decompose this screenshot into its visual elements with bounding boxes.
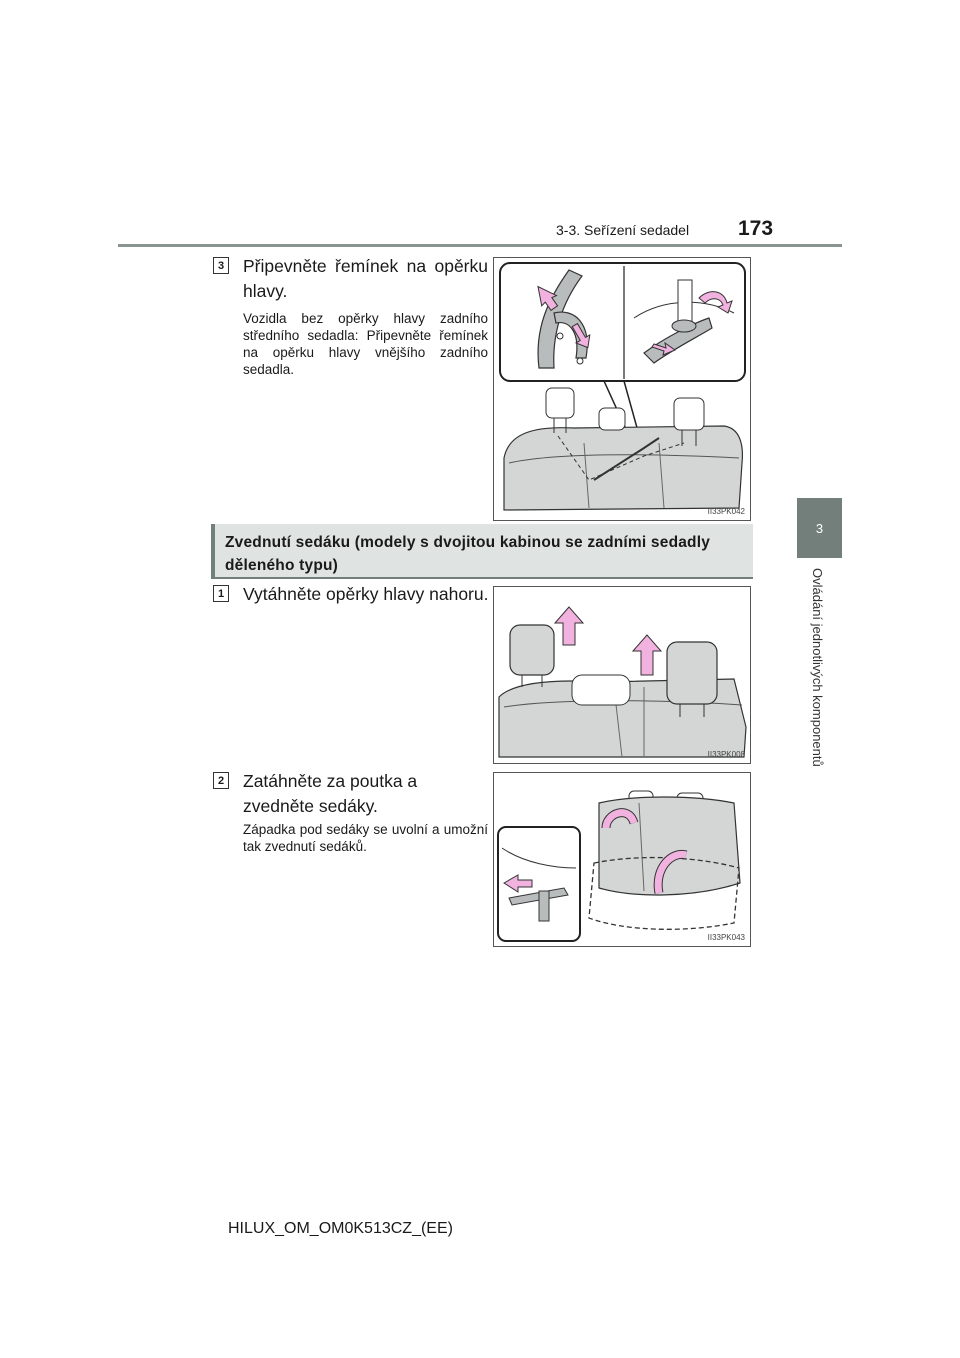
step-title: Zatáhněte za poutka a zvedněte sedáky. — [243, 771, 418, 816]
figure-headrest-strap — [493, 257, 751, 521]
header-section: 3-3. Seřízení sedadel — [556, 222, 690, 238]
step-note: Vozidla bez opěrky hlavy zadního středního sedadla: Připevněte řemínek na opěrku hlavy vnějšího zadního sedadla. — [243, 311, 488, 377]
figure-lift-cushions — [493, 772, 751, 947]
page-number: 173 — [738, 217, 774, 240]
figure-code: II33PK043 — [707, 933, 745, 942]
step-note: Západka pod sedáky se uvolní a umožní tak zvednutí sedáků. — [243, 822, 488, 854]
figure-code: II33PK042 — [707, 507, 745, 516]
illustration-cushions — [494, 773, 750, 946]
figure-headrests-up — [493, 586, 751, 764]
document-code: HILUX_OM_OM0K513CZ_(EE) — [228, 1220, 453, 1237]
illustration-headrests — [494, 587, 750, 763]
section-title: Zvednutí sedáku (modely s dvojitou kabinou se zadními sedadly děleného typu) — [225, 534, 711, 574]
step-title: Vytáhněte opěrky hlavy nahoru. — [243, 584, 489, 604]
step-badge: 1 — [213, 585, 229, 602]
step-title: Připevněte řemínek na opěrku hlavy. — [243, 256, 488, 301]
illustration-strap — [494, 258, 750, 520]
step-badge: 3 — [213, 257, 229, 274]
chapter-label: Ovládání jednotlivých komponentů — [810, 568, 825, 767]
section-banner — [211, 524, 753, 579]
step-badge: 2 — [213, 772, 229, 789]
header-rule — [118, 244, 842, 247]
chapter-tab: 3 — [797, 498, 842, 558]
figure-code: II33PK008 — [707, 750, 745, 759]
